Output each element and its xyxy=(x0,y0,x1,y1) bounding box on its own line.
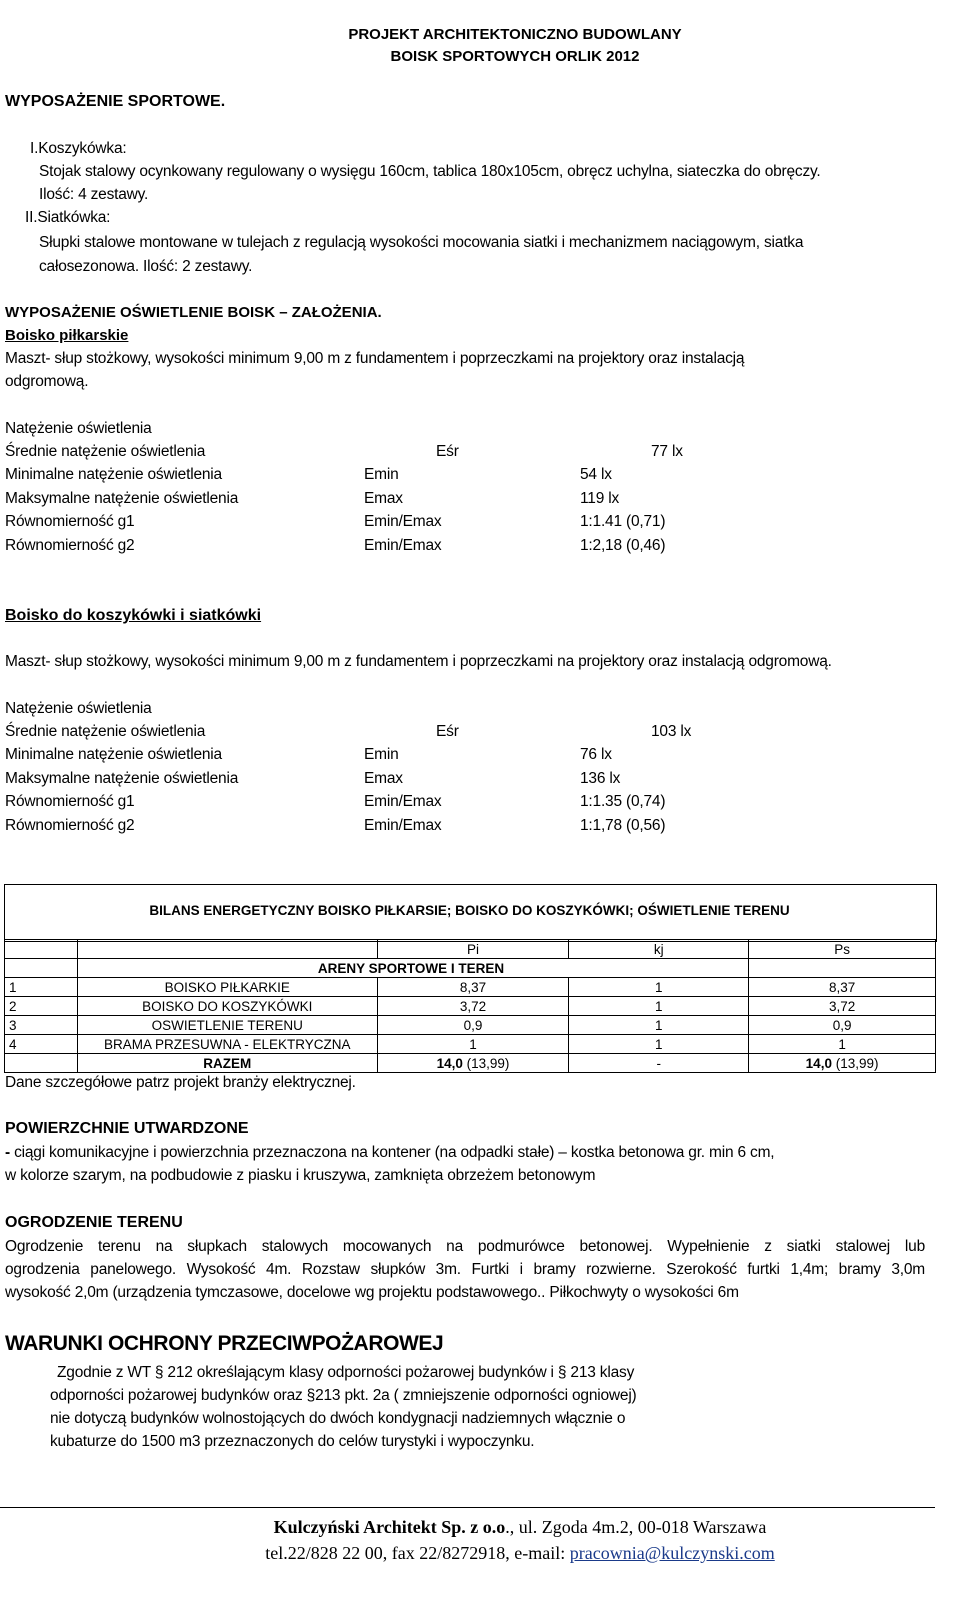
intensity-value: 136 lx xyxy=(580,770,621,787)
intensity-value: 1:1.41 (0,71) xyxy=(580,513,666,530)
row-ps: 1 xyxy=(749,1035,936,1054)
header-line-2: BOISK SPORTOWYCH ORLIK 2012 xyxy=(390,48,640,65)
total-ps xyxy=(749,1054,936,1073)
intensity-value: 1:1,78 (0,56) xyxy=(580,817,666,834)
row-kj: 1 xyxy=(569,978,749,997)
equipment-item-2-text-1: Słupki stalowe montowane w tulejach z regulacją wysokości mocowania siatki i mechanizmem naciągowym, siatka xyxy=(39,234,804,251)
equipment-item-2-text-2: całosezonowa. Ilość: 2 zestawy. xyxy=(39,258,253,275)
header-line-1: PROJEKT ARCHITEKTONICZNO BUDOWLANY xyxy=(348,26,682,43)
table-row xyxy=(5,978,936,997)
intensity-symbol: Emin xyxy=(364,466,399,483)
intensity-value: 1:2,18 (0,46) xyxy=(580,537,666,554)
footer xyxy=(120,1514,920,1566)
intensity-value: 1:1.35 (0,74) xyxy=(580,793,666,810)
row-pi: 3,72 xyxy=(377,997,569,1016)
row-pi: 0,9 xyxy=(377,1016,569,1035)
row-number: 1 xyxy=(5,978,78,997)
footer-contact: tel.22/828 22 00, fax 22/8272918, e-mail: xyxy=(265,1543,570,1563)
row-kj: 1 xyxy=(569,1016,749,1035)
fence-line-2: ogrodzenia panelowego. Wysokość 4m. Rozstaw słupków 3m. Furtki i bramy rozwierne. Szerokość furtki 1,4m; bramy 3,0m xyxy=(5,1261,925,1278)
equipment-title: WYPOSAŻENIE SPORTOWE. xyxy=(5,93,226,110)
col-header-kj: kj xyxy=(569,940,749,959)
field2-intensity-label: Natężenie oświetlenia xyxy=(5,700,152,717)
intensity-name: Średnie natężenie oświetlenia xyxy=(5,723,206,740)
row-number: 4 xyxy=(5,1035,78,1054)
intensity-symbol: Eśr xyxy=(436,443,459,460)
row-pi: 8,37 xyxy=(377,978,569,997)
intensity-symbol: Emin/Emax xyxy=(364,537,442,554)
field1-mast-line-1: Maszt- słup stożkowy, wysokości minimum 9,00 m z fundamentem i poprzeczkami na projektory oraz instalacją xyxy=(5,350,745,367)
fire-line-2: odporności pożarowej budynków oraz §213 pkt. 2a ( zmniejszenie odporności ogniowej) xyxy=(50,1387,637,1404)
group-label: ARENY SPORTOWE I TEREN xyxy=(77,959,748,978)
table-cell xyxy=(5,1054,78,1073)
intensity-symbol: Emin/Emax xyxy=(364,817,442,834)
surfaces-title: POWIERZCHNIE UTWARDZONE xyxy=(5,1120,249,1137)
item-title: Koszykówka: xyxy=(38,140,127,157)
intensity-name: Maksymalne natężenie oświetlenia xyxy=(5,770,239,787)
bilans-note: Dane szczegółowe patrz projekt branży elektrycznej. xyxy=(5,1074,356,1091)
fence-line-3: wysokość 2,0m (urządzenia tymczasowe, docelowe wg projektu podstawowego.. Piłkochwyty o wysokości 6m xyxy=(5,1284,739,1301)
total-pi xyxy=(377,1054,569,1073)
table-cell xyxy=(749,959,936,978)
intensity-value: 103 lx xyxy=(651,723,692,740)
row-kj: 1 xyxy=(569,997,749,1016)
total-label: RAZEM xyxy=(77,1054,377,1073)
fire-title: WARUNKI OCHRONY PRZECIWPOŻAROWEJ xyxy=(5,1332,444,1355)
intensity-value: 76 lx xyxy=(580,746,612,763)
intensity-symbol: Eśr xyxy=(436,723,459,740)
total-kj: - xyxy=(569,1054,749,1073)
footer-company: Kulczyński Architekt Sp. z o.o xyxy=(273,1517,506,1537)
fire-line-3: nie dotyczą budynków wolnostojących do dwóch kondygnacji nadziemnych włącznie o xyxy=(50,1410,626,1427)
row-number: 2 xyxy=(5,997,78,1016)
row-number: 3 xyxy=(5,1016,78,1035)
row-ps: 8,37 xyxy=(749,978,936,997)
surfaces-dash: - xyxy=(5,1144,10,1161)
fence-line-1: Ogrodzenie terenu na słupkach stalowych mocowanych na podmurówce betonowej. Wypełnienie z siatki stalowej lub xyxy=(5,1238,925,1255)
row-kj: 1 xyxy=(569,1035,749,1054)
equipment-item-1-qty: Ilość: 4 zestawy. xyxy=(39,186,149,203)
fire-line-1: Zgodnie z WT § 212 określającym klasy odporności pożarowej budynków i § 213 klasy xyxy=(57,1364,635,1381)
table-group-row xyxy=(5,959,936,978)
intensity-symbol: Emax xyxy=(364,490,403,507)
col-header-pi: Pi xyxy=(377,940,569,959)
intensity-name: Minimalne natężenie oświetlenia xyxy=(5,466,222,483)
field1-mast-line-2: odgromową. xyxy=(5,373,89,390)
fire-line-4: kubaturze do 1500 m3 przeznaczonych do celów turystyki i wypoczynku. xyxy=(50,1433,535,1450)
intensity-symbol: Emin xyxy=(364,746,399,763)
intensity-value: 119 lx xyxy=(580,490,620,507)
fence-title: OGRODZENIE TERENU xyxy=(5,1214,183,1231)
intensity-symbol: Emin/Emax xyxy=(364,793,442,810)
equipment-item-1-text: Stojak stalowy ocynkowany regulowany o wysięgu 160cm, tablica 180x105cm, obręcz uchylna, siateczka do obręczy. xyxy=(39,163,821,180)
footer-divider xyxy=(0,1507,935,1508)
intensity-name: Równomierność g2 xyxy=(5,817,135,834)
intensity-name: Równomierność g1 xyxy=(5,513,135,530)
surfaces-line-2: w kolorze szarym, na podbudowie z piasku i kruszywa, zamknięta obrzeżem betonowym xyxy=(5,1167,596,1184)
total-ps-rest: (13,99) xyxy=(831,1055,879,1071)
intensity-symbol: Emin/Emax xyxy=(364,513,442,530)
table-header-row xyxy=(5,940,936,959)
lighting-title: WYPOSAŻENIE OŚWIETLENIE BOISK – ZAŁOŻENIA. xyxy=(5,304,382,321)
table-cell xyxy=(77,940,377,959)
table-row xyxy=(5,1016,936,1035)
intensity-name: Minimalne natężenie oświetlenia xyxy=(5,746,222,763)
equipment-item-2-heading xyxy=(25,209,110,227)
row-ps: 3,72 xyxy=(749,997,936,1016)
bilans-title: BILANS ENERGETYCZNY BOISKO PIŁKARSIE; BOISKO DO KOSZYKÓWKI; OŚWIETLENIE TERENU xyxy=(149,903,790,918)
row-pi: 1 xyxy=(377,1035,569,1054)
item-number: II. xyxy=(25,209,38,226)
intensity-symbol: Emax xyxy=(364,770,403,787)
row-ps: 0,9 xyxy=(749,1016,936,1035)
row-name: BOISKO DO KOSZYKÓWKI xyxy=(77,997,377,1016)
field1-title: Boisko piłkarskie xyxy=(5,327,129,344)
item-number: I. xyxy=(30,140,39,157)
footer-address: ., ul. Zgoda 4m.2, 00-018 Warszawa xyxy=(505,1517,767,1537)
field2-title: Boisko do koszykówki i siatkówki xyxy=(5,607,262,624)
intensity-value: 77 lx xyxy=(651,443,683,460)
bilans-table xyxy=(4,939,936,1073)
intensity-name: Równomierność g1 xyxy=(5,793,135,810)
equipment-item-1-heading xyxy=(30,140,126,158)
table-total-row xyxy=(5,1054,936,1073)
item-title: Siatkówka: xyxy=(37,209,111,226)
document-header xyxy=(250,24,780,68)
row-name: OSWIETLENIE TERENU xyxy=(77,1016,377,1035)
field2-mast-line-1: Maszt- słup stożkowy, wysokości minimum 9,00 m z fundamentem i poprzeczkami na projektory oraz instalacją odgromową. xyxy=(5,653,832,670)
table-row xyxy=(5,1035,936,1054)
surfaces-text: ciągi komunikacyjne i powierzchnia przeznaczona na kontener (na odpadki stałe) – kostka betonowa gr. min 6 cm, xyxy=(9,1144,775,1161)
intensity-name: Równomierność g2 xyxy=(5,537,135,554)
total-pi-bold: 14,0 xyxy=(436,1055,463,1071)
total-ps-bold: 14,0 xyxy=(805,1055,832,1071)
footer-contact-line xyxy=(120,1540,920,1566)
field1-intensity-label: Natężenie oświetlenia xyxy=(5,420,152,437)
intensity-value: 54 lx xyxy=(580,466,612,483)
col-header-ps: Ps xyxy=(749,940,936,959)
total-pi-rest: (13,99) xyxy=(462,1055,510,1071)
footer-email-link[interactable]: pracownia@kulczynski.com xyxy=(569,1543,775,1563)
footer-company-line xyxy=(120,1514,920,1540)
table-cell xyxy=(5,940,78,959)
table-cell xyxy=(5,959,78,978)
row-name: BOISKO PIŁKARKIE xyxy=(77,978,377,997)
intensity-name: Maksymalne natężenie oświetlenia xyxy=(5,490,239,507)
row-name: BRAMA PRZESUWNA - ELEKTRYCZNA xyxy=(77,1035,377,1054)
surfaces-line-1 xyxy=(5,1144,774,1162)
table-row xyxy=(5,997,936,1016)
intensity-name: Średnie natężenie oświetlenia xyxy=(5,443,206,460)
